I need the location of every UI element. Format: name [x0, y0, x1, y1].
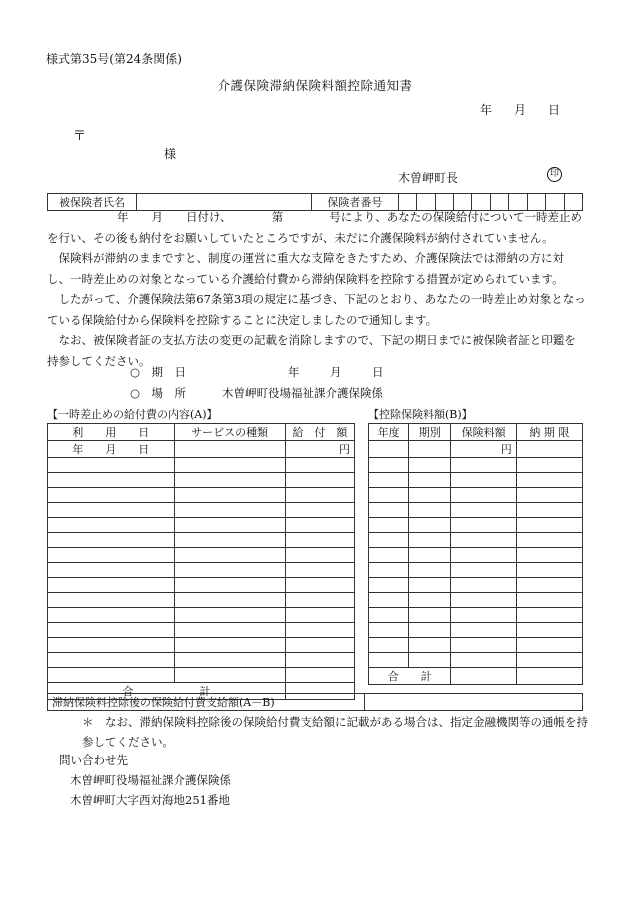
table-a-date-cell[interactable]	[48, 503, 175, 518]
table-b-term-cell[interactable]	[409, 653, 451, 668]
table-a-date-cell[interactable]	[48, 668, 175, 683]
table-b-amount-cell[interactable]	[451, 533, 516, 548]
table-row	[48, 518, 355, 533]
table-a-amount-cell[interactable]	[285, 638, 354, 653]
table-b-year-cell[interactable]	[369, 608, 409, 623]
table-b-due-cell[interactable]	[516, 623, 582, 638]
table-b-term-cell[interactable]	[409, 518, 451, 533]
table-b-amount-cell[interactable]	[451, 518, 516, 533]
table-row	[48, 503, 355, 518]
deducted-premium-table	[368, 423, 583, 685]
table-row	[369, 548, 583, 563]
table-a-amount-cell[interactable]	[285, 503, 354, 518]
table-a-amount-cell[interactable]	[285, 518, 354, 533]
table-a-service-cell[interactable]	[174, 533, 285, 548]
table-b-due-cell[interactable]	[516, 578, 582, 593]
table-row	[369, 653, 583, 668]
table-b-term-cell[interactable]	[409, 458, 451, 473]
table-row	[48, 488, 355, 503]
table-b-term-cell[interactable]	[409, 608, 451, 623]
table-b-header-year: 年度	[369, 424, 409, 441]
table-b-term-cell[interactable]	[409, 503, 451, 518]
table-b-amount-cell[interactable]	[451, 488, 516, 503]
table-b-due-cell[interactable]	[516, 608, 582, 623]
table-b-year-cell[interactable]	[369, 533, 409, 548]
table-a-service-cell[interactable]	[174, 441, 285, 458]
table-row	[48, 533, 355, 548]
table-a-date-cell[interactable]	[48, 473, 175, 488]
table-b-amount-cell[interactable]	[451, 563, 516, 578]
table-b-term-cell[interactable]	[409, 638, 451, 653]
table-a-service-cell[interactable]	[174, 578, 285, 593]
table-a-service-cell[interactable]	[174, 593, 285, 608]
table-row	[48, 593, 355, 608]
table-a-amount-cell[interactable]	[285, 578, 354, 593]
meeting-date-label: ○ 期 日	[130, 365, 187, 379]
table-row	[369, 518, 583, 533]
table-a-header-service: サービスの種類	[174, 424, 285, 441]
table-row	[369, 503, 583, 518]
contact-address: 木曽岬町大字西対海地251番地	[70, 793, 230, 807]
table-b-total-blank	[516, 668, 582, 685]
seal-mark: 印	[547, 167, 562, 182]
table-a-service-cell[interactable]	[174, 473, 285, 488]
table-row	[48, 653, 355, 668]
table-b-amount-cell[interactable]	[451, 473, 516, 488]
table-b-due-cell[interactable]	[516, 593, 582, 608]
table-b-amount-cell[interactable]	[451, 638, 516, 653]
table-b-header-amount: 保険料額	[451, 424, 516, 441]
table-b-term-cell[interactable]	[409, 623, 451, 638]
table-a-service-cell[interactable]	[174, 638, 285, 653]
table-b-due-cell[interactable]	[516, 473, 582, 488]
table-b-term-cell[interactable]	[409, 441, 451, 458]
table-b-amount-cell[interactable]	[451, 653, 516, 668]
table-row	[48, 638, 355, 653]
table-row	[369, 473, 583, 488]
form-number: 様式第35号(第24条関係)	[46, 52, 182, 66]
table-b-total-label: 合 計	[369, 668, 451, 685]
table-row	[369, 623, 583, 638]
table-b-amount-cell[interactable]	[451, 623, 516, 638]
table-a-service-cell[interactable]	[174, 608, 285, 623]
table-b-due-cell[interactable]	[516, 441, 582, 458]
insurer-number-label: 保険者番号	[311, 194, 398, 211]
table-a-amount-cell[interactable]: 円	[285, 441, 354, 458]
table-b-year-cell[interactable]	[369, 623, 409, 638]
table-row	[48, 473, 355, 488]
table-a-amount-cell[interactable]	[285, 458, 354, 473]
table-b-amount-cell[interactable]	[451, 578, 516, 593]
body-paragraph-4: なお、被保険者証の支払方法の変更の記載を消除しますので、下記の期日までに被保険者証と印鑑を持参してください。	[47, 333, 576, 368]
table-b-year-cell[interactable]	[369, 593, 409, 608]
table-row	[369, 578, 583, 593]
table-b-due-cell[interactable]	[516, 458, 582, 473]
table-row	[369, 533, 583, 548]
table-row	[369, 458, 583, 473]
table-row	[48, 563, 355, 578]
contact-heading: 問い合わせ先	[59, 753, 128, 767]
table-a-amount-cell[interactable]	[285, 473, 354, 488]
table-b-total-amount[interactable]	[451, 668, 516, 685]
date-year-label: 年	[480, 103, 493, 117]
table-b-term-cell[interactable]	[409, 548, 451, 563]
table-b-year-cell[interactable]	[369, 503, 409, 518]
table-a-date-cell[interactable]	[48, 593, 175, 608]
table-a-amount-cell[interactable]	[285, 533, 354, 548]
table-row	[369, 563, 583, 578]
table-b-due-cell[interactable]	[516, 488, 582, 503]
table-a-amount-cell[interactable]	[285, 653, 354, 668]
balance-row	[47, 693, 583, 711]
table-a-service-cell[interactable]	[174, 488, 285, 503]
footnote: ＊ なお、滞納保険料控除後の保険給付費支給額に記載がある場合は、指定金融機関等の通帳を持参してください。	[82, 715, 588, 749]
meeting-place-value: 木曽岬町役場福祉課介護保険係	[222, 386, 383, 400]
table-b-term-cell[interactable]	[409, 533, 451, 548]
meeting-month-unit: 月	[330, 365, 342, 379]
document-title: 介護保険滞納保険料額控除通知書	[217, 78, 413, 93]
table-b-due-cell[interactable]	[516, 653, 582, 668]
table-a-service-cell[interactable]	[174, 548, 285, 563]
table-b-term-cell[interactable]	[409, 593, 451, 608]
table-row	[48, 548, 355, 563]
table-a-amount-cell[interactable]	[285, 563, 354, 578]
date-day-label: 日	[548, 103, 561, 117]
table-b-amount-cell[interactable]	[451, 593, 516, 608]
table-a-date-cell[interactable]	[48, 623, 175, 638]
table-b-amount-cell[interactable]	[451, 458, 516, 473]
table-b-year-cell[interactable]	[369, 548, 409, 563]
table-b-due-cell[interactable]	[516, 638, 582, 653]
table-a-service-cell[interactable]	[174, 623, 285, 638]
table-a-date-cell[interactable]	[48, 548, 175, 563]
table-b-term-cell[interactable]	[409, 578, 451, 593]
table-b-header-due: 納 期 限	[516, 424, 582, 441]
table-a-amount-cell[interactable]	[285, 548, 354, 563]
table-a-date-cell[interactable]	[48, 458, 175, 473]
table-b-year-cell[interactable]	[369, 458, 409, 473]
table-a-header-date: 利 用 日	[48, 424, 175, 441]
table-row	[48, 578, 355, 593]
table-b-year-cell[interactable]	[369, 518, 409, 533]
table-a-date-cell[interactable]	[48, 518, 175, 533]
meeting-place-label: ○ 場 所	[130, 386, 187, 400]
table-a-amount-cell[interactable]	[285, 668, 354, 683]
table-a-date-cell[interactable]	[48, 488, 175, 503]
table-a-service-cell[interactable]	[174, 458, 285, 473]
table-b-year-cell[interactable]	[369, 653, 409, 668]
table-b-amount-cell[interactable]	[451, 548, 516, 563]
body-paragraph-3: したがって、介護保険法第67条第3項の規定に基づき、下記のとおり、あなたの一時差止め対象となっている保険給付から保険料を控除することに決定しましたので通知します。	[47, 292, 586, 327]
table-row	[48, 623, 355, 638]
table-b-year-cell[interactable]	[369, 473, 409, 488]
table-a-service-cell[interactable]	[174, 503, 285, 518]
table-a-amount-cell[interactable]	[285, 488, 354, 503]
table-row	[369, 638, 583, 653]
table-b-year-cell[interactable]	[369, 578, 409, 593]
table-a-date-cell[interactable]	[48, 608, 175, 623]
table-b-header-term: 期別	[409, 424, 451, 441]
table-a-total-label: 合 計	[48, 683, 286, 700]
balance-amount-field[interactable]	[364, 694, 582, 711]
table-a-date-cell[interactable]	[48, 533, 175, 548]
contact-department: 木曽岬町役場福祉課介護保険係	[70, 773, 231, 787]
table-b-year-cell[interactable]	[369, 638, 409, 653]
body-line-1: 年 月 日付け、 第 号により、あなたの保険給付について一時差止めを行い、その後も納付をお願いしていたところですが、未だに介護保険料が納付されていません。	[47, 210, 583, 245]
table-a-service-cell[interactable]	[174, 653, 285, 668]
table-a-service-cell[interactable]	[174, 563, 285, 578]
table-b-due-cell[interactable]	[516, 533, 582, 548]
addressee-suffix: 様	[164, 147, 177, 161]
table-b-term-cell[interactable]	[409, 473, 451, 488]
table-a-heading: 【一時差止めの給付費の内容(A)】	[47, 408, 218, 421]
table-a-date-cell[interactable]	[48, 638, 175, 653]
table-b-due-cell[interactable]	[516, 518, 582, 533]
table-a-service-cell[interactable]	[174, 668, 285, 683]
date-month-label: 月	[514, 103, 527, 117]
table-a-service-cell[interactable]	[174, 518, 285, 533]
table-b-due-cell[interactable]	[516, 503, 582, 518]
table-b-due-cell[interactable]	[516, 548, 582, 563]
balance-label: 滞納保険料控除後の保険給付費支給額(A－B)	[48, 694, 365, 711]
table-a-amount-cell[interactable]	[285, 608, 354, 623]
suspended-benefits-table	[47, 423, 355, 700]
table-b-year-cell[interactable]	[369, 441, 409, 458]
insured-name-label: 被保険者氏名	[48, 194, 137, 211]
table-b-year-cell[interactable]	[369, 488, 409, 503]
body-text	[47, 207, 587, 371]
table-b-heading: 【控除保険料額(B)】	[368, 408, 473, 421]
table-a-header-amount: 給 付 額	[285, 424, 354, 441]
table-row	[369, 488, 583, 503]
postal-mark: 〒	[73, 129, 87, 144]
table-row	[48, 608, 355, 623]
table-row	[369, 593, 583, 608]
table-a-date-cell[interactable]	[48, 653, 175, 668]
body-paragraph-2: 保険料が滞納のままですと、制度の運営に重大な支障をきたすため、介護保険法では滞納の方に対し、一時差止めの対象となっている介護給付費から滞納保険料を控除する措置が定められています。	[47, 251, 565, 286]
table-b-amount-cell[interactable]	[451, 503, 516, 518]
table-a-amount-cell[interactable]	[285, 623, 354, 638]
meeting-day-unit: 日	[372, 365, 384, 379]
table-row	[48, 458, 355, 473]
table-a-date-cell[interactable]	[48, 563, 175, 578]
table-row	[48, 668, 355, 683]
sender-name: 木曽岬町長	[398, 171, 459, 185]
table-a-amount-cell[interactable]	[285, 593, 354, 608]
table-b-amount-cell[interactable]	[451, 608, 516, 623]
table-row	[369, 608, 583, 623]
table-b-due-cell[interactable]	[516, 563, 582, 578]
table-b-amount-cell[interactable]: 円	[451, 441, 516, 458]
table-a-date-cell[interactable]: 年 月 日	[48, 441, 175, 458]
table-a-date-cell[interactable]	[48, 578, 175, 593]
table-b-term-cell[interactable]	[409, 488, 451, 503]
table-b-year-cell[interactable]	[369, 563, 409, 578]
table-b-term-cell[interactable]	[409, 563, 451, 578]
meeting-year-unit: 年	[288, 365, 300, 379]
